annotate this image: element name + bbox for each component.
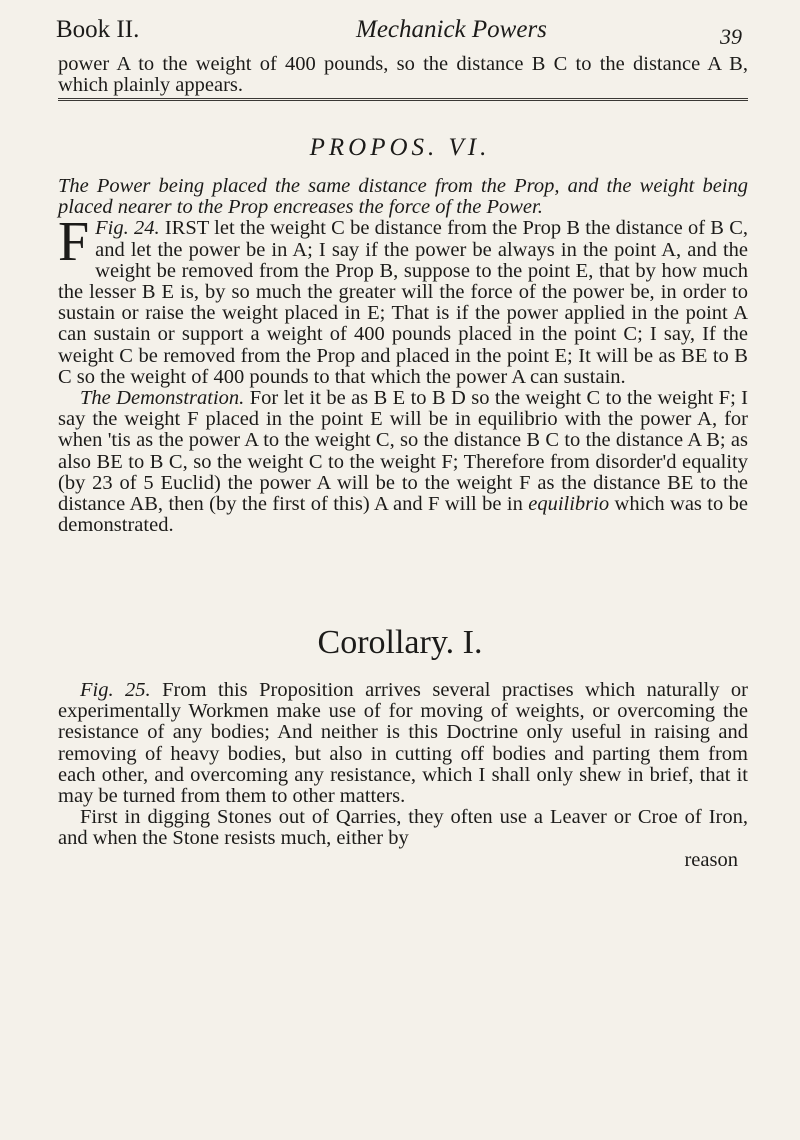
section-rule [58, 98, 748, 101]
corollary-figure-label: Fig. 25. [80, 679, 151, 701]
corollary-title: Corollary. I. [317, 624, 483, 661]
catchword: reason [684, 848, 738, 871]
proposition-heading: The Power being placed the same distance from the Prop, and the weight being placed nearer to the Prop encreases the force of the Power. [58, 175, 748, 219]
header-book: Book II. [56, 16, 140, 43]
proposition-paragraph [58, 211, 749, 388]
drop-cap: F [58, 211, 90, 274]
demonstration-end: which was to be demonstrated. [58, 493, 749, 537]
corollary-text-1: From this Proposition arrives several practises which naturally or experimentally Workmen make use of for moving of weights, or overcoming the resistance of any bodies; And neither is this Doctrine only useful in raising and removing of heavy bodies, but also in cutting off bodies and parting them from each other, and overcoming any resistance, which I shall only shew in brief, that it may be turned from them to other matters. [58, 679, 749, 808]
header-title: Mechanick Powers [356, 16, 547, 43]
intro-paragraph: power A to the weight of 400 pounds, so the distance B C to the distance A B, which plainly appears. [58, 53, 748, 97]
proposition-body [58, 176, 748, 536]
demonstration-label: The Demonstration. [80, 387, 245, 410]
figure-label: Fig. 24. [95, 217, 160, 240]
proposition-first-text: IRST let the weight C be distance from the Prop B the distance of B C, and let the power be in A; I say if the power be always in the point A, and the weight be removed from the Prop B, suppose to the point E, that by how much the lesser B E is, by so much the greater will the force of the power be, in order to sustain or raise the weight placed in E; That is if the power applied in the point A can sustain or support a weight of 400 pounds placed in the point C; I say, If the weight C be removed from the Prop and placed in the point E; It will be as BE to B C so the weight of 400 pounds to that which the power A can sustain. [58, 217, 749, 388]
intro-text [58, 54, 748, 96]
corollary-paragraph-2: First in digging Stones out of Qarries, they often use a Leaver or Croe of Iron, and when the Stone resists much, either by [58, 806, 748, 850]
corollary-paragraph-1 [58, 680, 748, 807]
demonstration-text: For let it be as B E to B D so the weight C to the weight F; I say the weight F placed in the point E will be in equilibrio with the power A, for when 'tis as the power A to the weight C, so the distance B C to the distance A B; as also BE to B C, so the weight C to the weight F; Therefore from disorder'd equality (by 23 of 5 Euclid) the power A will be to the weight F as the distance BE to the distance AB, then (by the first of this) A and F will be in [58, 387, 749, 516]
corollary-body [58, 680, 748, 871]
demonstration-paragraph [58, 388, 748, 536]
equilibrio-word: equilibrio [528, 493, 610, 516]
running-header [56, 10, 742, 50]
page-number: 39 [720, 24, 742, 49]
proposition-title: PROPOS. VI. [309, 134, 491, 161]
